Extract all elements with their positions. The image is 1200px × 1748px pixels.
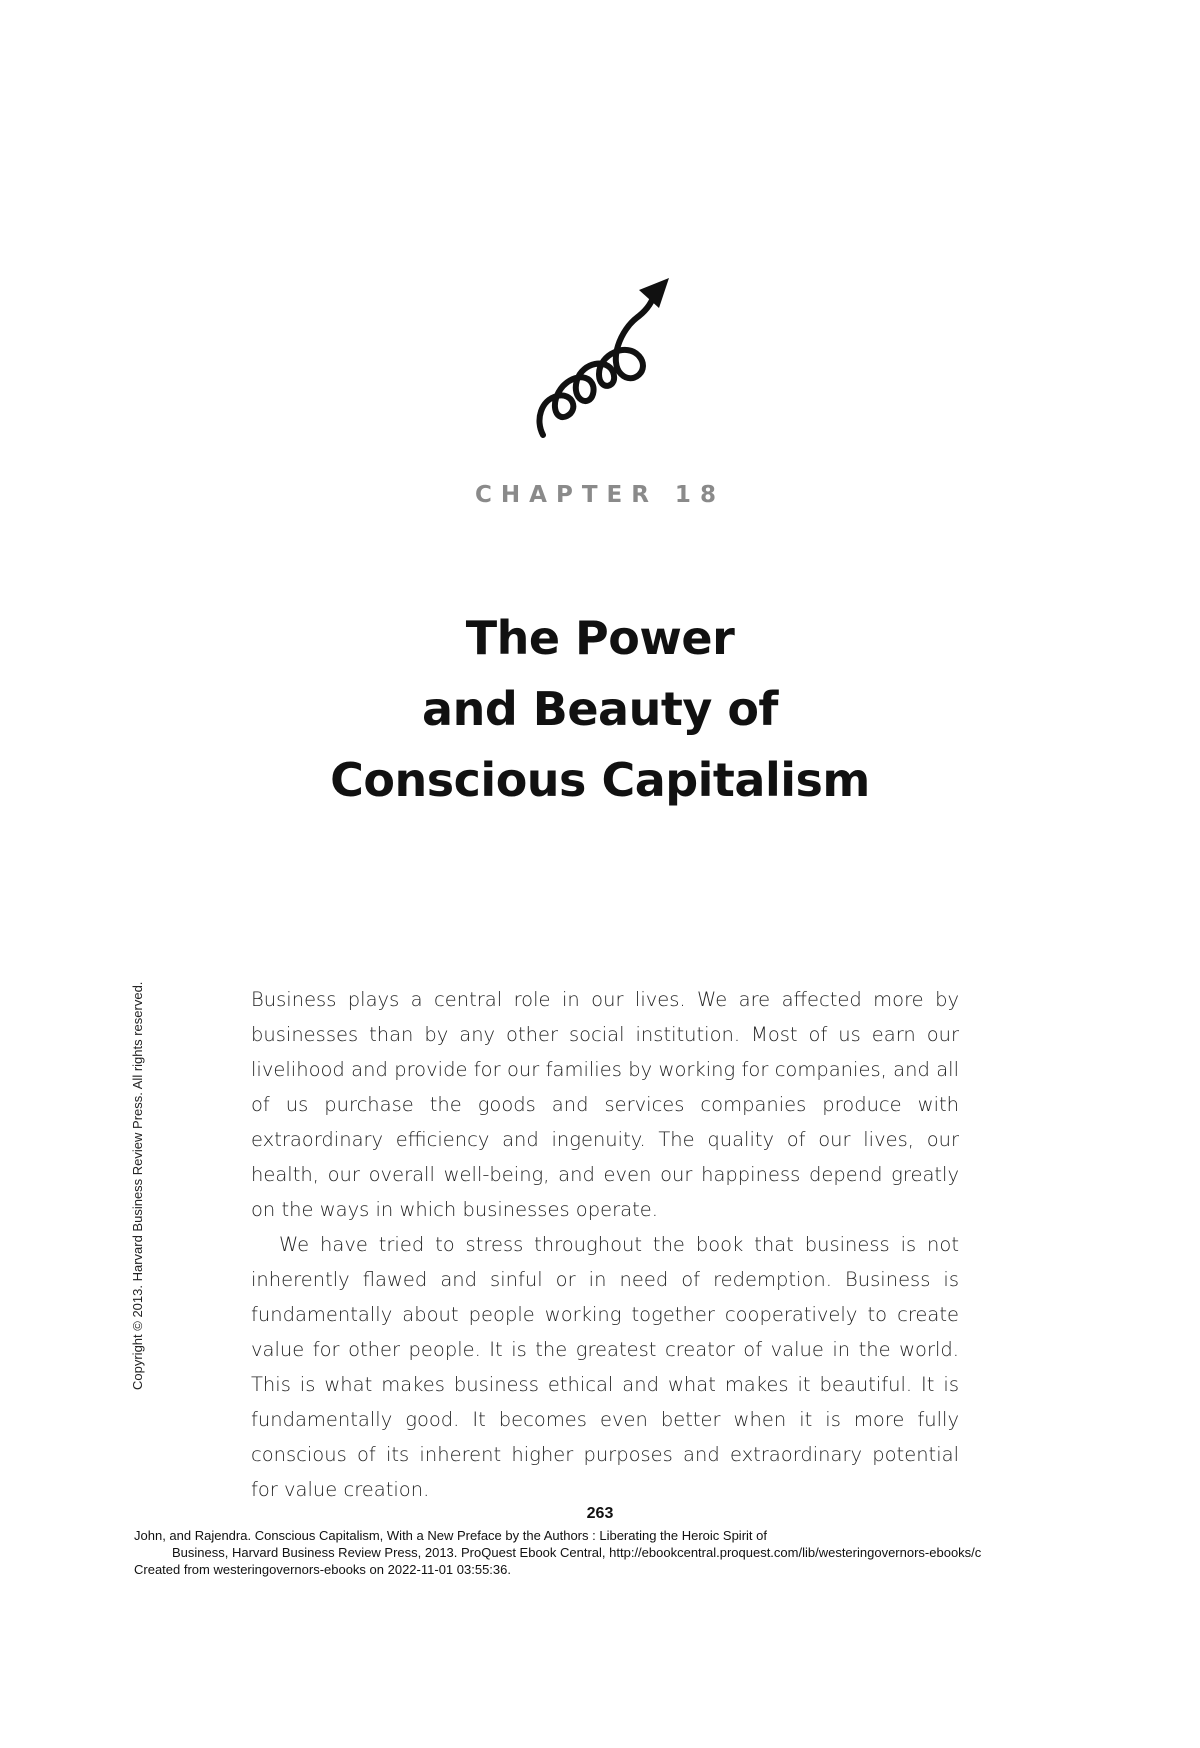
copyright-notice: Copyright © 2013. Harvard Business Review Press. All rights reserved. (130, 981, 145, 1390)
citation-line-1: John, and Rajendra. Conscious Capitalism, With a New Preface by the Authors : Liberating the Heroic Spirit of (134, 1528, 767, 1543)
body-paragraph-1: Business plays a central role in our lives. We are affected more by businesses than by any other social institution. Most of us earn our livelihood and provide for our families by working for companies, and all of us purchase the goods and services companies produce with extraordinary efficiency and ingenuity. The quality of our lives, our health, our overall well-being, and even our happiness depend greatly on the ways in which businesses operate. (251, 988, 959, 1221)
citation-line-3: Created from westeringovernors-ebooks on 2022-11-01 03:55:36. (134, 1562, 511, 1577)
body-paragraph-2: We have tried to stress throughout the book that business is not inherently flawed and sinful or in need of redemption. Business is fundamentally about people working together cooperatively to create value for other people. It is the greatest creator of value in the world. This is what makes business ethical and what makes it beautiful. It is fundamentally good. It becomes even better when it is more fully conscious of its inherent higher purposes and extraordinary potential for value creation. (251, 1233, 959, 1501)
citation-footer (134, 1527, 1200, 1578)
chapter-title-line-3: Conscious Capitalism (330, 753, 870, 807)
chapter-label: CHAPTER 18 (475, 482, 725, 508)
chapter-title-line-2: and Beauty of (422, 682, 778, 736)
page-number: 263 (586, 1505, 614, 1522)
chapter-body (251, 982, 959, 1507)
chapter-title-line-1: The Power (465, 611, 735, 665)
spiral-arrow-icon (535, 270, 675, 445)
chapter-title (0, 603, 1200, 816)
citation-line-2: Business, Harvard Business Review Press, 2013. ProQuest Ebook Central, http://ebookcentral.proquest.com/lib/westeringovernors-ebooks/c (172, 1545, 982, 1560)
